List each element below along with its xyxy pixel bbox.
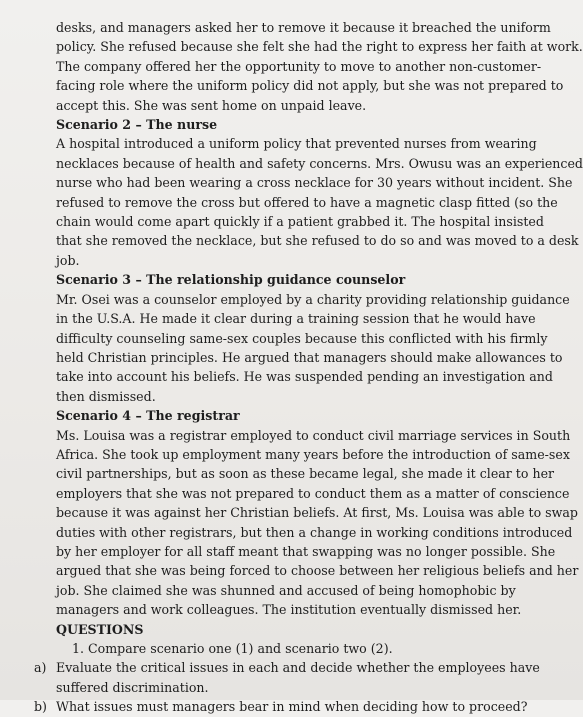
paragraph-line: job.: [56, 252, 80, 268]
paragraph-line: civil partnerships, but as soon as these became legal, she made it clear to her: [56, 466, 555, 482]
scenario-2: [56, 115, 583, 270]
paragraph-line: nurse who had been wearing a cross necklace for 30 years without incident. She: [56, 175, 573, 191]
question-1: 1. Compare scenario one (1) and scenario two (2).: [72, 641, 393, 656]
paragraph-line: then dismissed.: [56, 388, 156, 404]
paragraph-line: refused to remove the cross but offered to have a magnetic clasp fitted (so the: [56, 194, 558, 210]
question-a-marker: a): [34, 660, 47, 676]
paragraph-line: facing role where the uniform policy did not apply, but she was not prepared to: [56, 78, 564, 94]
question-a-text: Evaluate the critical issues in each and decide whether the employees have: [56, 660, 540, 676]
question-b-text: What issues must managers bear in mind when deciding how to proceed?: [56, 699, 528, 715]
paragraph-line: policy. She refused because she felt she had the right to express her faith at work.: [56, 39, 583, 55]
paragraph-line: duties with other registrars, but then a change in working conditions introduced: [56, 524, 573, 540]
scenario-heading: Scenario 3 – The relationship guidance counselor: [56, 272, 406, 288]
question-b-marker: b): [34, 699, 47, 715]
scenario-4: [56, 406, 579, 619]
paragraph-line: take into account his beliefs. He was suspended pending an investigation and: [56, 369, 553, 385]
paragraph-line: managers and work colleagues. The institution eventually dismissed her.: [56, 602, 522, 618]
paragraph-line: in the U.S.A. He made it clear during a training session that he would have: [56, 311, 536, 327]
paragraph-line: argued that she was being forced to choose between her religious beliefs and her: [56, 563, 579, 579]
question-b: [34, 697, 528, 716]
paragraph-line: job. She claimed she was shunned and accused of being homophobic by: [56, 582, 516, 598]
scenario-heading: Scenario 4 – The registrar: [56, 408, 240, 424]
questions-section: [34, 620, 540, 717]
paragraph-line: difficulty counseling same-sex couples because this conflicted with his firmly: [56, 330, 548, 346]
questions-heading: QUESTIONS: [56, 621, 144, 637]
scenario-3: [56, 270, 570, 406]
paragraph-line: Ms. Louisa was a registrar employed to conduct civil marriage services in South: [56, 427, 571, 443]
paragraph-line: Mr. Osei was a counselor employed by a charity providing relationship guidance: [56, 291, 570, 307]
paragraph-line: The company offered her the opportunity to move to another non-customer-: [56, 58, 542, 74]
paragraph-line: necklaces because of health and safety concerns. Mrs. Owusu was an experienced: [56, 155, 583, 171]
paragraph-line: accept this. She was sent home on unpaid leave.: [56, 97, 367, 113]
paragraph-line: A hospital introduced a uniform policy that prevented nurses from wearing: [56, 136, 537, 152]
scenario-heading: Scenario 2 – The nurse: [56, 117, 218, 133]
paragraph-line: desks, and managers asked her to remove it because it breached the uniform: [56, 20, 551, 35]
scenario-1-continuation: [56, 18, 583, 115]
paragraph-line: because it was against her Christian beliefs. At first, Ms. Louisa was able to swap: [56, 505, 578, 521]
paragraph-line: Africa. She took up employment many years before the introduction of same-sex: [56, 446, 570, 462]
paragraph-line: by her employer for all staff meant that swapping was no longer possible. She: [56, 543, 556, 559]
paragraph-line: employers that she was not prepared to conduct them as a matter of conscience: [56, 485, 570, 501]
question-a: [34, 658, 540, 677]
paragraph-line: that she removed the necklace, but she refused to do so and was moved to a desk: [56, 233, 579, 249]
question-a-continuation: suffered discrimination.: [56, 679, 209, 695]
paragraph-line: chain would come apart quickly if a patient grabbed it. The hospital insisted: [56, 214, 544, 230]
paragraph-line: held Christian principles. He argued that managers should make allowances to: [56, 349, 563, 365]
